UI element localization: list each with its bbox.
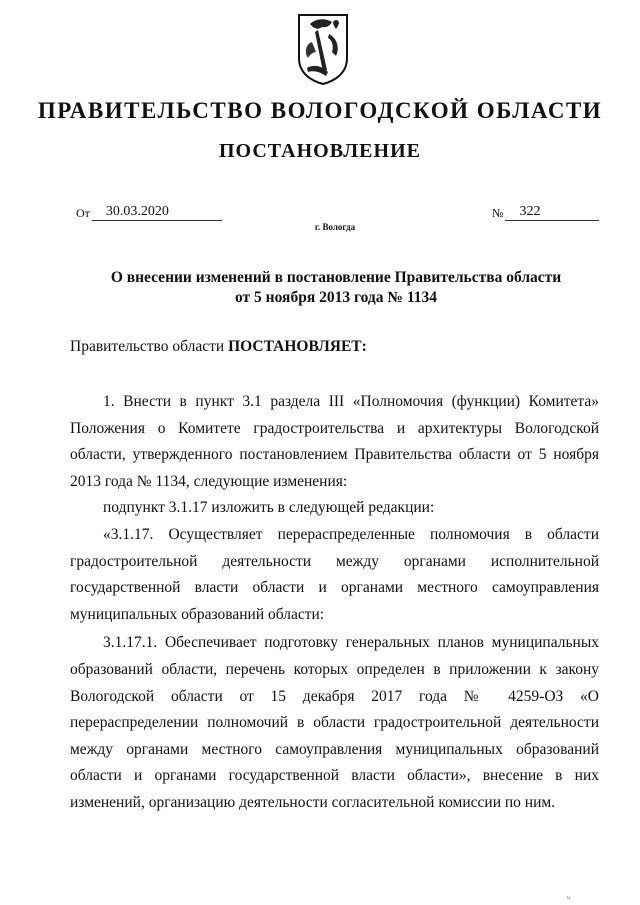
number-label: №: [492, 206, 504, 220]
paragraph-2: подпункт 3.1.17 изложить в следующей редакции:: [103, 499, 435, 517]
paragraph-3: «3.1.17. Осуществляет перераспределенные полномочия в области градостроительной деятельности между органами исполнительной государственной власти области и органами местного самоуправления муниципальных образований области:: [70, 525, 599, 623]
city-label: г. Вологда: [314, 222, 356, 232]
document-subject: [70, 268, 602, 308]
decree-prefix: Правительство области: [70, 338, 225, 355]
subject-line-2: от 5 ноября 2013 года № 1134: [235, 289, 437, 306]
decree-statement: [70, 338, 367, 356]
document-number-line: [492, 204, 599, 221]
document-number: 322: [505, 204, 599, 221]
date-label: От: [76, 206, 90, 220]
subject-line-1: О внесении изменений в постановление Правительства области: [110, 269, 562, 286]
government-title: ПРАВИТЕЛЬСТВО ВОЛОГОДСКОЙ ОБЛАСТИ: [37, 98, 603, 123]
decree-verb: ПОСТАНОВЛЯЕТ:: [228, 338, 367, 355]
document-date: 30.03.2020: [92, 204, 222, 221]
paragraph-1: 1. Внести в пункт 3.1 раздела III «Полномочия (функции) Комитета» Положения о Комитете градостроительства и архитектуры Вологодской области, утвержденного постановлением Правительства области от 5 ноября 2013 года № 1134, следующие изменения:: [70, 393, 599, 490]
document-date-line: [76, 204, 222, 221]
paragraph-4: 3.1.17.1. Обеспечивает подготовку генеральных планов муниципальных образований области, перечень которых определен в приложении к закону Вологодской области от 15 декабря 2017 года № 4259-ОЗ «О перераспределении полномочий в области градостроительной деятельности между органами местного самоуправления муниципальных образований области и органами государственной власти области», внесение в них изменений, организацию деятельности согласительной комиссии по ним.: [70, 634, 599, 811]
document-body: [70, 389, 599, 817]
page-mark: u: [567, 895, 570, 901]
vologda-coat-of-arms-icon: [296, 12, 350, 86]
document-type-title: ПОСТАНОВЛЕНИЕ: [219, 140, 421, 162]
